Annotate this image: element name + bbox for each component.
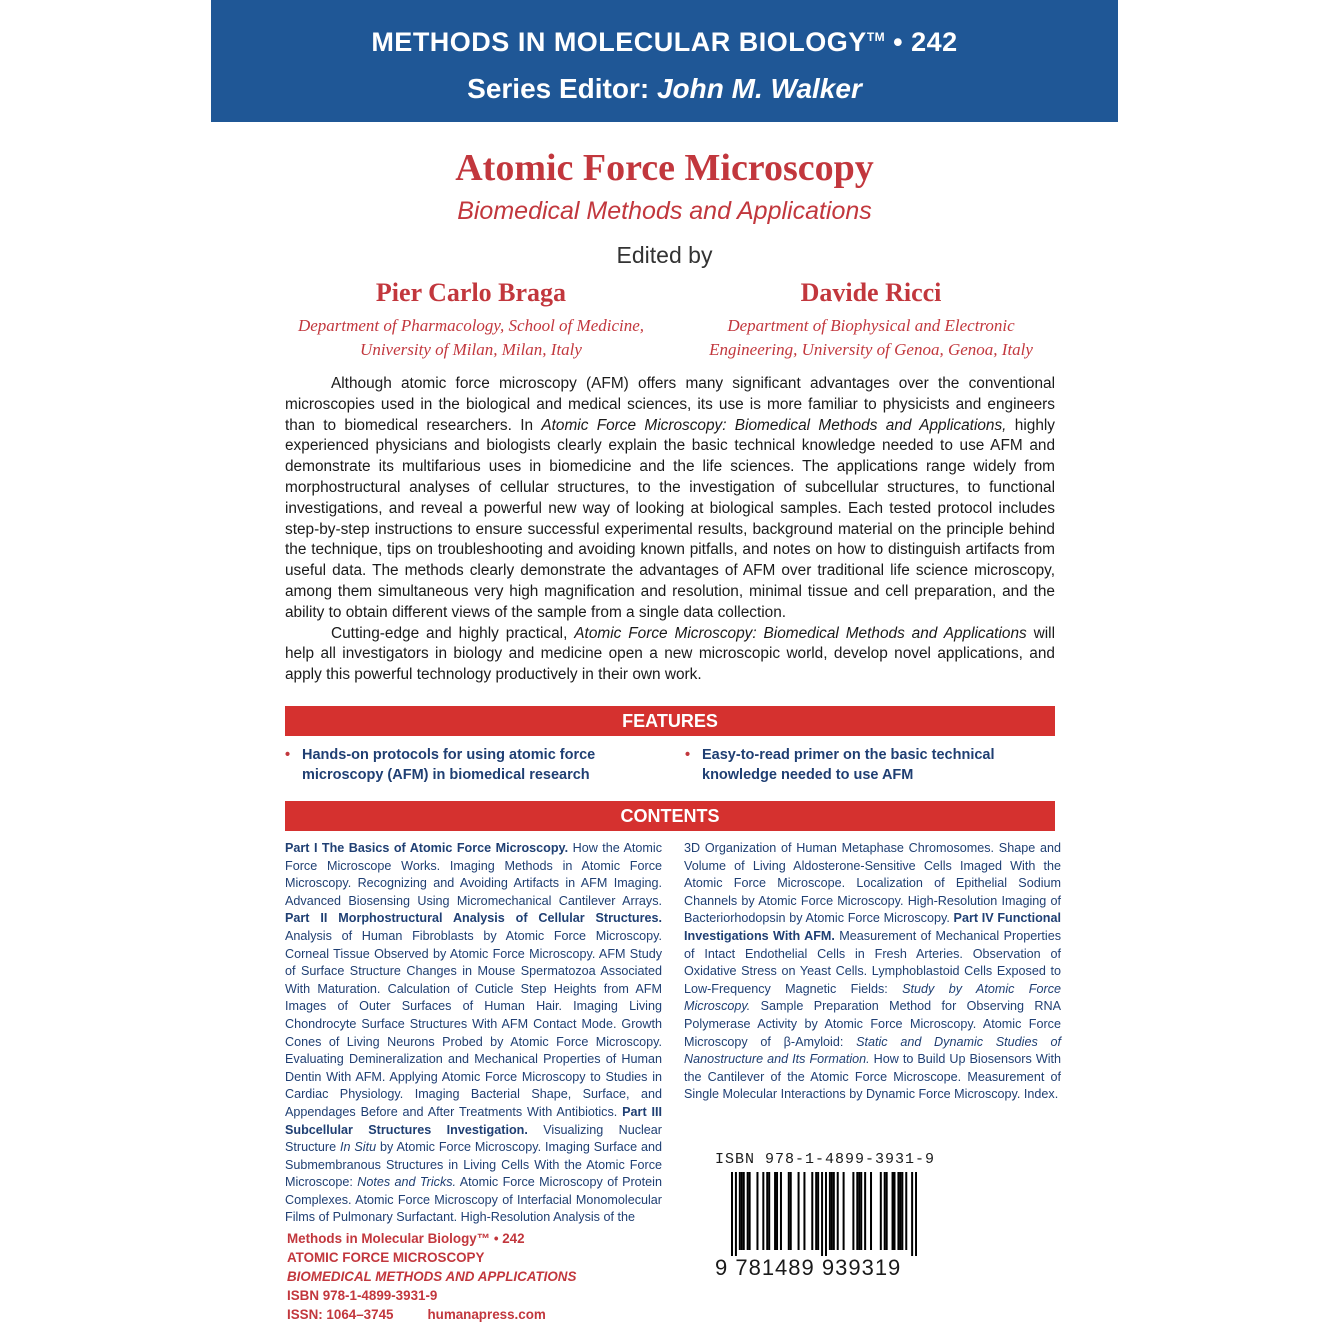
series-editor (211, 73, 1118, 105)
barcode-digits: 9 781489 939319 (715, 1255, 902, 1280)
contents-text: 3D Organization of Human Metaphase Chromosomes. Shape and Volume of Living Aldosterone-Sensitive Cells Imaged With the Atomic Force Microscope. Localization of Epithelial Sodium Channels by Atomic Force Microscopy. High-Resolution Imaging of Bacteriorhodopsin by Atomic Force Microscopy. (684, 841, 1061, 926)
barcode-bar (731, 1172, 733, 1256)
contents-italic: Notes and Tricks. (357, 1175, 457, 1190)
editor-1-name: Pier Carlo Braga (375, 278, 567, 307)
footer-title: ATOMIC FORCE MICROSCOPY (287, 1250, 485, 1265)
barcode-bar (739, 1172, 741, 1250)
feature-item-1 (285, 745, 672, 785)
volume-number: 242 (911, 27, 958, 57)
contents-column-1 (285, 840, 662, 1227)
barcode-isbn-label: ISBN 978-1-4899-3931-9 (715, 1151, 936, 1168)
contents-text: by Atomic Force Microscopy. Imaging Surface and Submembranous Structures in Living Cells With the Atomic Force Microscope: (285, 1140, 663, 1190)
publisher-website: humanapress.com (427, 1307, 546, 1322)
contents-text: Analysis of Human Fibroblasts by Atomic Force Microscopy. Corneal Tissue Observed by Atomic Force Microscopy. AFM Study of Surface Structure Changes in Mouse Spermatozoa Associated With Maturation. Calculation of Cuticle Step Heights from AFM Images of Outer Surfaces of Human Hair. Imaging Living Chondrocyte Surface Structures With AFM Contact Mode. Growth Cones of Living Neurons Probed by Atomic Force Microscopy. Evaluating Demineralization and Mechanical Properties of Human Dentin With AFM. Applying Atomic Force Microscopy to Studies in Cardiac Physiology. Imaging Bacterial Shape, Surface, and Appendages Before and After Treatments With Antibiotics. (285, 928, 662, 1119)
barcode-bar (880, 1172, 882, 1250)
barcode-bar (856, 1172, 858, 1250)
barcode-bar (811, 1172, 813, 1250)
editor-2-affiliation-line1: Department of Biophysical and Electronic (727, 316, 1015, 335)
footer-issn: ISSN: 1064–3745 (287, 1307, 394, 1322)
editor-2-affiliation (681, 314, 1061, 362)
contents-column-2 (684, 840, 1061, 1104)
barcode-bar (756, 1172, 758, 1250)
part-1-heading: Part I The Basics of Atomic Force Microscopy. (285, 841, 569, 855)
contents-heading: CONTENTS (285, 801, 1055, 831)
desc-p1-title: Atomic Force Microscopy: Biomedical Methods and Applications, (541, 416, 1007, 434)
contents-italic: Study by Atomic Force Microscopy. (684, 981, 1061, 1014)
contents-text: Measurement of Mechanical Properties of Intact Endothelial Cells in Fresh Arteries. Observation of Oxidative Stress on Yeast Cells. Lymphoblastoid Cells Exposed to Low-Frequency Magnetic Fields: (684, 928, 1061, 996)
part-4-heading: Part IV Functional Investigations With AFM. (684, 911, 1062, 943)
barcode-bar (735, 1172, 737, 1256)
barcode-bar (817, 1172, 819, 1250)
description-paragraph-1 (285, 374, 1055, 624)
part-2-heading: Part II Morphostructural Analysis of Cellular Structures. (285, 911, 662, 926)
editor-2 (681, 278, 1061, 362)
book-back-cover (211, 0, 1118, 1329)
barcode-bar (884, 1172, 886, 1250)
barcode-bar (741, 1172, 743, 1250)
barcode-bar (776, 1172, 778, 1250)
feature-item-2 (685, 745, 1072, 785)
barcode-bar (766, 1172, 768, 1250)
barcode-bar (843, 1172, 845, 1250)
book-subtitle: Biomedical Methods and Applications (457, 197, 872, 225)
barcode-bar (815, 1172, 817, 1250)
trademark-mark: TM (866, 30, 886, 44)
desc-p2-text-a: Cutting-edge and highly practical, (331, 624, 575, 642)
series-separator: • (893, 27, 904, 57)
barcode-bar (829, 1172, 831, 1250)
contents-text: Visualizing Nuclear Structure (285, 1122, 663, 1155)
editor-1 (281, 278, 661, 362)
contents-text: How to Build Up Biosensors With the Cantilever of the Atomic Force Microscope. Measurement of Single Molecular Interactions by Dynamic Force Microscopy. Index. (684, 1052, 1062, 1102)
barcode-bar (905, 1172, 907, 1250)
editor-1-affiliation-line2: University of Milan, Milan, Italy (360, 340, 582, 359)
footer-issn-row (287, 1305, 707, 1324)
barcode-bar (852, 1172, 854, 1250)
barcode-bar (901, 1172, 903, 1250)
barcode-bar (886, 1172, 888, 1250)
barcode-bar (780, 1172, 782, 1250)
contents-text: Sample Preparation Method for Observing RNA Polymerase Activity by Atomic Force Microscopy. Atomic Force Microscopy of β-Amyloid: (684, 999, 1061, 1049)
barcode-bar (897, 1172, 899, 1250)
series-banner (211, 0, 1118, 122)
feature-item-2-text: Easy-to-read primer on the basic technical knowledge needed to use AFM (702, 747, 995, 783)
barcode-bar (892, 1172, 894, 1250)
part-3-heading: Part III Subcellular Structures Investigation. (285, 1104, 662, 1137)
barcode-bar (894, 1172, 896, 1250)
series-editor-label: Series Editor: (467, 73, 650, 104)
barcode-bar (864, 1172, 866, 1250)
contents-italic: In Situ (339, 1140, 377, 1155)
series-editor-name: John M. Walker (656, 73, 862, 104)
bullet-icon: • (285, 747, 291, 763)
desc-p1-text-b: highly experienced physicians and biologists clearly explain the basic technical knowledge needed to use AFM and demonstrate its multifarious uses in biomedicine and the life sciences. The applications range widely from morphostructural analyses of cellular structures, to the investigation of subcellular structures, to functional investigations, and reveal a powerful new way of looking at biological samples. Each tested protocol includes step-by-step instructions to ensure successful experimental results, background material on the principle behind the technique, tips on troubleshooting and avoiding known pitfalls, and notes on how to distinguish artifacts from useful data. The methods clearly demonstrate the advantages of AFM over traditional life science microscopy, among them simultaneous very high magnification and resolution, minimal tissue and cell preparation, and the ability to obtain different views of the sample from a single data collection. (285, 416, 1055, 621)
desc-p1-text-a: Although atomic force microscopy (AFM) offers many significant advantages over the conventional microscopies used in the biological and medical sciences, its use is more familiar to physicists and engineers than to biomedical researchers. In (285, 375, 1055, 434)
barcode-bar (899, 1172, 901, 1250)
barcode-bar (768, 1172, 770, 1250)
feature-item-1-text: Hands-on protocols for using atomic force microscopy (AFM) in biomedical research (302, 747, 596, 783)
desc-p2-text-b: will help all investigators in biology and medicine open a new microscopic world, develop novel applications, and apply this powerful technology productively in their own work. (285, 624, 1055, 684)
barcode-bar (747, 1172, 749, 1250)
features-heading: FEATURES (285, 706, 1055, 736)
desc-p2-title: Atomic Force Microscopy: Biomedical Methods and Applications (574, 624, 1027, 642)
editor-2-name: Davide Ricci (800, 278, 942, 307)
description-paragraph-2 (285, 624, 1055, 686)
barcode-bar (870, 1172, 872, 1250)
barcode-bar (858, 1172, 860, 1250)
barcode-bar (837, 1172, 839, 1250)
barcode-bar (911, 1172, 913, 1256)
contents-text: Atomic Force Microscopy of Protein Complexes. Atomic Force Microscopy of Interfacial Monomolecular Films of Pulmonary Surfactant. High-Resolution Analysis of the (285, 1175, 662, 1225)
editor-2-affiliation-line2: Engineering, University of Genoa, Genoa, Italy (709, 340, 1033, 359)
barcode-bar (860, 1172, 862, 1250)
contents-italic: Static and Dynamic Studies of Nanostructure and Its Formation. (684, 1034, 1061, 1067)
barcode-bar (788, 1172, 790, 1250)
barcode-bar (762, 1172, 764, 1250)
series-name: METHODS IN MOLECULAR BIOLOGY (371, 27, 867, 57)
editor-1-affiliation-line1: Department of Pharmacology, School of Medicine, (297, 316, 645, 335)
barcode-bar (774, 1172, 776, 1250)
barcode-bar (833, 1172, 835, 1250)
barcode-bar (798, 1172, 800, 1250)
footer-series: Methods in Molecular Biology™ • 242 (287, 1231, 525, 1246)
book-title: Atomic Force Microscopy (455, 147, 874, 189)
barcode-bar (821, 1172, 823, 1256)
publication-footer (287, 1229, 707, 1324)
barcode-bar (915, 1172, 917, 1256)
footer-isbn: ISBN 978-1-4899-3931-9 (287, 1288, 438, 1303)
contents-text: How the Atomic Force Microscope Works. Imaging Methods in Atomic Force Microscopy. Recognizing and Avoiding Artifacts in AFM Imaging. Advanced Biosensing Using Micromechanical Cantilever Arrays. (285, 841, 663, 908)
book-description (285, 374, 1055, 686)
footer-subtitle: BIOMEDICAL METHODS AND APPLICATIONS (287, 1269, 577, 1284)
edited-by-label: Edited by (616, 242, 713, 268)
barcode-bar (743, 1172, 745, 1250)
barcode-bar (803, 1172, 805, 1250)
barcode-bar (831, 1172, 833, 1250)
barcode-bar (825, 1172, 827, 1256)
series-title (211, 27, 1118, 58)
barcode-bar (749, 1172, 751, 1250)
barcode-bar (790, 1172, 792, 1250)
editor-1-affiliation (281, 314, 661, 362)
bullet-icon: • (685, 747, 691, 763)
isbn-barcode (731, 1172, 917, 1256)
